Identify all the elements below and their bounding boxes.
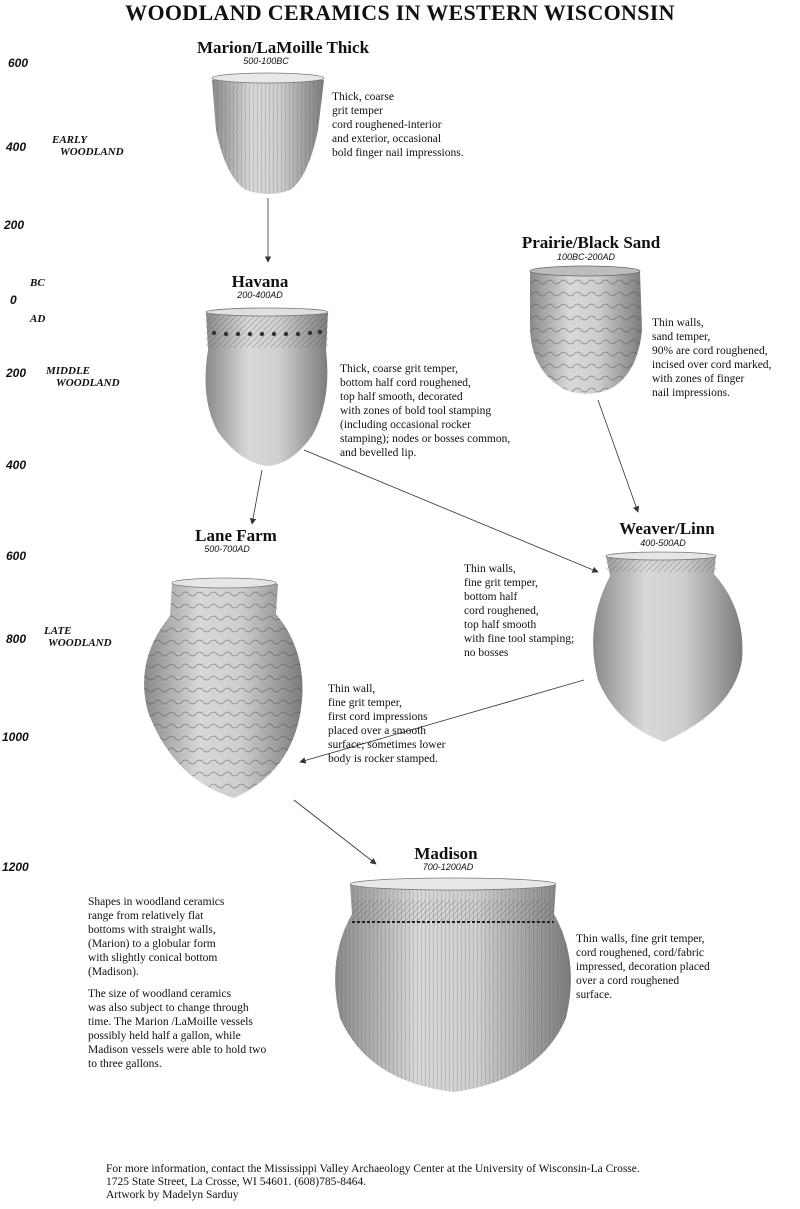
prairie-pot-illustration xyxy=(530,266,642,394)
size-note-line: Madison vessels were able to hold two xyxy=(88,1044,267,1056)
weaver-desc-line: top half smooth xyxy=(464,619,537,631)
marion-desc-line: Thick, coarse xyxy=(332,91,394,103)
prairie-description xyxy=(652,316,771,400)
madison-desc-line: cord roughened, cord/fabric xyxy=(576,947,705,959)
weaver-desc-line: cord roughened, xyxy=(464,605,539,617)
weaver-pot-illustration xyxy=(593,552,742,742)
lanefarm-title: Lane Farm xyxy=(195,526,277,545)
havana-desc-line: bottom half cord roughened, xyxy=(340,377,471,389)
havana-desc-line: Thick, coarse grit temper, xyxy=(340,363,459,375)
shapes-note-line: (Madison). xyxy=(88,966,139,978)
lanefarm-desc-line: Thin wall, xyxy=(328,683,376,695)
weaver-desc-line: with fine tool stamping; xyxy=(464,633,575,645)
shapes-note-line: range from relatively flat xyxy=(88,910,204,922)
page-title: WOODLAND CERAMICS IN WESTERN WISCONSIN xyxy=(125,0,675,25)
period-middle-line1: MIDDLE xyxy=(46,365,91,377)
havana-desc-line: and bevelled lip. xyxy=(340,447,417,459)
havana-pot-illustration xyxy=(206,308,328,466)
footer xyxy=(106,1163,640,1202)
shapes-note-line: bottoms with straight walls, xyxy=(88,924,216,936)
weaver-desc-line: fine grit temper, xyxy=(464,577,538,589)
lanefarm-desc-line: body is rocker stamped. xyxy=(328,753,438,765)
marion-desc-line: cord roughened-interior xyxy=(332,119,442,131)
arrow-havana-lanefarm xyxy=(252,470,262,524)
havana-desc-line: stamping); nodes or bosses common, xyxy=(340,433,511,445)
weaver-description xyxy=(464,562,574,660)
madison-desc-line: impressed, decoration placed xyxy=(576,961,710,973)
arrow-lanefarm-madison xyxy=(294,800,376,864)
lanefarm-desc-line: placed over a smooth xyxy=(328,725,427,737)
madison-desc-line: Thin walls, fine grit temper, xyxy=(576,933,705,945)
axis-tick-600bc: 600 xyxy=(8,56,29,70)
footer-contact: For more information, contact the Mississippi Valley Archaeology Center at the University of Wisconsin-La Crosse. xyxy=(106,1163,640,1175)
weaver-desc-line: bottom half xyxy=(464,591,518,603)
havana-date: 200-400AD xyxy=(237,290,283,300)
arrow-havana-weaver xyxy=(304,450,598,572)
axis-tick-600ad: 600 xyxy=(6,549,27,563)
prairie-title: Prairie/Black Sand xyxy=(521,233,661,252)
size-note-line: possibly held half a gallon, while xyxy=(88,1030,241,1042)
havana-desc-line: with zones of bold tool stamping xyxy=(340,405,492,417)
havana-desc-line: top half smooth, decorated xyxy=(340,391,463,403)
marion-pot-illustration xyxy=(212,73,324,194)
lanefarm-desc-line: fine grit temper, xyxy=(328,697,402,709)
madison-description xyxy=(576,932,710,1002)
axis-tick-1200ad: 1200 xyxy=(2,860,29,874)
madison-pot-illustration xyxy=(335,878,571,1092)
shapes-note-line: (Marion) to a globular form xyxy=(88,938,216,950)
axis-tick-400ad: 400 xyxy=(6,458,27,472)
marion-date: 500-100BC xyxy=(243,56,289,66)
madison-desc-line: surface. xyxy=(576,989,613,1001)
period-late-line1: LATE xyxy=(44,625,72,637)
footer-credit: Artwork by Madelyn Sarduy xyxy=(106,1189,239,1201)
size-note-line: time. The Marion /LaMoille vessels xyxy=(88,1016,253,1028)
havana-desc-line: (including occasional rocker xyxy=(340,419,471,431)
marion-title: Marion/LaMoille Thick xyxy=(196,38,370,57)
havana-description xyxy=(340,362,510,460)
arrow-prairie-weaver xyxy=(598,400,638,512)
shapes-note-line: Shapes in woodland ceramics xyxy=(88,896,225,908)
prairie-desc-line: 90% are cord roughened, xyxy=(652,345,768,357)
prairie-date: 100BC-200AD xyxy=(556,252,616,262)
era-bc-label: BC xyxy=(30,277,45,289)
prairie-desc-line: Thin walls, xyxy=(652,317,704,329)
shapes-note-line: with slightly conical bottom xyxy=(88,952,218,964)
axis-tick-1000ad: 1000 xyxy=(2,730,29,744)
marion-desc-line: bold finger nail impressions. xyxy=(332,147,464,159)
size-note xyxy=(88,987,266,1071)
footer-address: 1725 State Street, La Crosse, WI 54601. (608)785-8464. xyxy=(106,1176,367,1188)
havana-title: Havana xyxy=(231,272,289,291)
prairie-desc-line: nail impressions. xyxy=(652,387,730,399)
lanefarm-desc-line: first cord impressions xyxy=(328,711,428,723)
prairie-desc-line: incised over cord marked, xyxy=(652,359,772,371)
era-ad-label: AD xyxy=(30,313,46,325)
lanefarm-date: 500-700AD xyxy=(204,544,250,554)
period-early-line1: EARLY xyxy=(52,134,88,146)
prairie-desc-line: sand temper, xyxy=(652,331,711,343)
axis-tick-800ad: 800 xyxy=(6,632,27,646)
prairie-desc-line: with zones of finger xyxy=(652,373,745,385)
axis-tick-0: 0 xyxy=(10,293,17,307)
size-note-line: to three gallons. xyxy=(88,1058,162,1070)
madison-title: Madison xyxy=(414,844,478,863)
axis-tick-200ad: 200 xyxy=(6,366,27,380)
madison-date: 700-1200AD xyxy=(422,862,474,872)
axis-tick-400bc: 400 xyxy=(6,140,27,154)
size-note-line: was also subject to change through xyxy=(88,1002,249,1014)
lanefarm-pot-illustration xyxy=(144,578,302,798)
size-note-line: The size of woodland ceramics xyxy=(88,988,232,1000)
marion-desc-line: and exterior, occasional xyxy=(332,133,442,145)
period-late-line2: WOODLAND xyxy=(48,637,112,649)
shapes-note xyxy=(88,895,224,979)
marion-description xyxy=(332,90,464,160)
lanefarm-desc-line: surface; sometimes lower xyxy=(328,739,446,751)
axis-tick-200bc: 200 xyxy=(4,218,25,232)
period-early-line2: WOODLAND xyxy=(60,146,124,158)
weaver-date: 400-500AD xyxy=(640,538,686,548)
marion-desc-line: grit temper xyxy=(332,105,383,117)
lanefarm-description xyxy=(328,682,446,766)
weaver-title: Weaver/Linn xyxy=(619,519,715,538)
weaver-desc-line: Thin walls, xyxy=(464,563,516,575)
weaver-desc-line: no bosses xyxy=(464,647,509,659)
madison-desc-line: over a cord roughened xyxy=(576,975,680,987)
period-middle-line2: WOODLAND xyxy=(56,377,120,389)
